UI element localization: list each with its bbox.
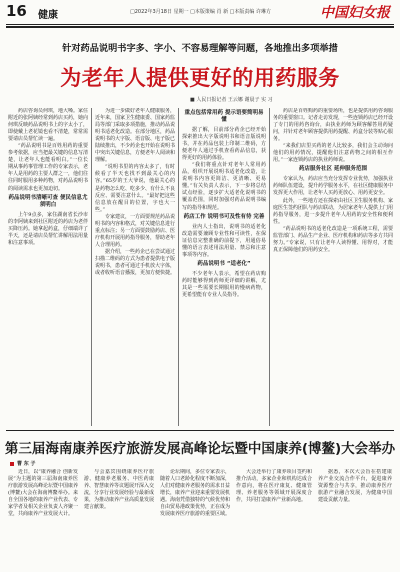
- paragraph: 论坛期间，多位专家表示，随着人口老龄化程度不断加深，人们对健康养老服务的需求日益增长，康养产业迎来重要发展机遇。海南凭借独特的气候优势和自由贸易港政策优势，正在成为发展康养医疗旅游的重要区域。: [160, 469, 230, 518]
- section-heading: 药品说明书 “适老化”: [197, 260, 251, 267]
- header-rule-thick: [6, 26, 394, 28]
- paragraph: 与会嘉宾围绕康养医疗旅游、健康养老服务、中医药康养、智慧康养等议题展开深入交流，分享行业发展经验与最新成果，为推动康养产业高质量发展建言献策。: [84, 469, 154, 511]
- article2-column-1: [8, 469, 78, 569]
- column-divider: [178, 108, 179, 426]
- section-title: 健康: [38, 10, 58, 21]
- paragraph: 专家认为，药店应当充分发挥专业优势，加强执业药师队伍建设，提升药学服务水平，在社区健康服务中发挥更大作用，让老年人买药更放心、用药更安全。: [273, 176, 393, 197]
- paragraph: “来我们店里买药的老人比较多，我们会主动询问他们的用药情况，提醒他们注意药物之间的相互作用。”一家连锁药店的执业药师说。: [273, 143, 393, 164]
- article2-column-5: [318, 469, 392, 569]
- article1-column-3: [182, 108, 266, 426]
- article2-column-4: [236, 469, 312, 569]
- article-subtitle: 针对药品说明书字多、字小、不容易理解等问题，各地推出多项举措: [62, 43, 338, 54]
- paragraph: “说明书里的内容太多了，有时候看了半天也找不到最关心的内容。”65岁的王大爷说，他最关心的是药物怎么吃、吃多少、有什么不良反应、需要注意什么。“最好把这些信息放在醒目的位置，字也大一些。”: [95, 164, 175, 213]
- masthead-logo: 中国妇女报: [320, 5, 390, 21]
- paragraph: 据悉，本次大会旨在搭建康养产业交流合作平台，促进康养资源整合与共享，推动康养医疗旅游产业融合发展，为健康中国建设贡献力量。: [318, 469, 392, 504]
- article-byline: ■ 人民日报记者 王云娜 谢晨子 实 习: [190, 97, 273, 103]
- article2-author: [10, 460, 35, 467]
- paragraph: 专家建议，一方面要规范药品说明书的内容和格式，对关键信息进行重点标注；另一方面要鼓励药店、医疗机构开展用药指导服务，帮助老年人合理用药。: [95, 213, 175, 248]
- article1-column-4: [273, 108, 393, 426]
- bullet-square-icon: [10, 462, 14, 466]
- page-header: [0, 0, 400, 24]
- paragraph: 大会还举行了康养项目签约和推介活动，多家企业和机构达成合作意向，将在医疗康复、健康管理、养老服务等领域开展深度合作，共同打造康养产业新高地。: [236, 469, 312, 504]
- article1-column-2: [95, 108, 175, 426]
- publication-info: □2022年3月18日 星期一 □本版策编 肖 新 □本版责编 许琳方: [130, 9, 271, 15]
- page-number: 16: [6, 2, 27, 20]
- section-heading: 药品说明书清晰可查 便民信息尤须明白: [8, 194, 88, 208]
- section-heading: 重点包括常用药 提示语要简明易懂: [184, 110, 264, 123]
- paragraph: 据了解，目前部分药企已经开始探索推出大字版说明书和语音版说明书，并在药品包装上印制二维码，方便老年人通过手机查看药品信息，获得更好的用药体验。: [182, 127, 266, 162]
- column-divider: [269, 108, 270, 426]
- paragraph: “药品说明书的适老化改造是一项系统工程，需要监管部门、药品生产企业、医疗机构和药店等多方共同努力。”专家说，只有让老年人读得懂、用得对，才能真正保障他们的用药安全。: [273, 225, 393, 253]
- paragraph: 不少老年人表示，希望在药店购药时能够得到药师更详细的讲解，尤其是一些需要长期服用的慢病药物，更希望能有专业人员指导。: [182, 270, 266, 298]
- section-heading: 药店工作 说明书可及性有待 完善: [183, 213, 265, 220]
- paragraph: “我们将重点针对老年人常用药品，组织开展说明书适老化改造，让说明书内容更简洁、更清晰、更易懂。”有关负责人表示，下一步将总结试点经验，逐步扩大适老化说明书的覆盖范围，同时加强对药品说明书编写的指导和规范。: [182, 162, 266, 211]
- paragraph: 据介绍，一些药企已在尝试通过扫描二维码的方式为患者提供电子版说明书，患者可通过手机放大字体，或者收听语音播报，更加方便快捷。: [95, 248, 175, 277]
- header-rule: [6, 24, 394, 25]
- article1-column-1: [8, 108, 88, 426]
- paragraph: 业内人士指出，说明书的适老化改造需要兼顾专业性和可读性，在保证信息完整准确的前提下，用通俗易懂的语言表述用法用量、禁忌和注意事项等内容。: [182, 223, 266, 258]
- author-name: 曹 东 子: [17, 461, 36, 467]
- paragraph: “药品说明书是百姓用药的重要参考依据，应当把最关键的信息写清楚，让老年人也能看明白。”一位长期从事药事管理工作的专家表示，老年人是用药的主要人群之一，他们往往同时服用多种药物，对药品说明书的阅读需求也更加迫切。: [8, 143, 88, 192]
- article2-column-3: [160, 469, 230, 569]
- paragraph: 药店是百姓购药的重要场所，也是提供用药咨询服务的重要窗口。记者走访发现，一些连锁药店已经开设了专门的用药咨询台，由执业药师为顾客解答用药疑问，并针对老年顾客提供用药提醒、药盒分装等贴心服务。: [273, 108, 393, 143]
- paragraph: 药店咨询员何琪，地大嗓。家住附近的张阿姨经常到药店买药，她向何琪反映药品说明书上的字太小了，即使戴上老花镜也看不清楚，常常需要请店员帮忙读一遍。: [8, 108, 88, 143]
- paragraph: 近日，以“康养融合 创新发展”为主题的第三届海南康养医疗旅游发展高峰论坛暨中国康养(博鳌)大会在海南博鳌举办。来自全国各地的康养产业代表、专家学者及相关企业负责人齐聚一堂，共商康养产业发展大计。: [8, 469, 78, 518]
- section-heading: 药店服务社区 延伸服务范围: [299, 166, 367, 173]
- article-separator: [6, 430, 394, 431]
- column-divider: [91, 108, 92, 426]
- article-title: 为老年人提供更好的用药服务: [60, 65, 340, 90]
- paragraph: 为进一步做好老年人健康服务，近年来，国家卫生健康委、国家药监局等部门采取多项措施，推动药品说明书适老化改造。在部分地区，药品说明书的大字版、语音版、电子版已陆续推出，不少药企也开始在说明书中突出关键信息，方便老年人阅读和理解。: [95, 108, 175, 164]
- paragraph: 此外，一些地方还在探索由社区卫生服务机构、家庭医生签约团队与药店联动，为居家老年人提供上门用药指导服务，进一步提升老年人用药的安全性和便利性。: [273, 197, 393, 225]
- article2-title: 第三届海南康养医疗旅游发展高峰论坛暨中国康养(博鳌)大会举办: [4, 441, 396, 457]
- article2-column-2: [84, 469, 154, 569]
- paragraph: 上午9点多，家住湖南省长沙市的李阿姨来到社区附近的药店为老伴买降压药。她拿起药盒，仔细端详了半天，还是请店员帮忙讲解用法用量和注意事项。: [8, 211, 88, 246]
